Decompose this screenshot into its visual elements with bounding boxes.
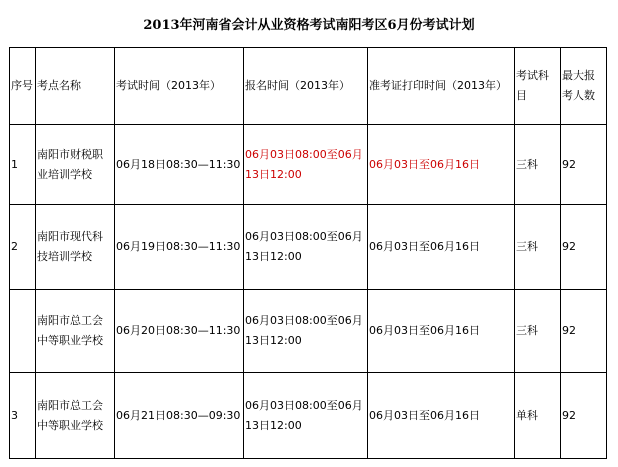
cell-ticket-print-time: 06月03日至06月16日 xyxy=(368,125,515,205)
cell-site: 南阳市总工会中等职业学校 xyxy=(36,290,115,373)
cell-seq: 2 xyxy=(10,205,36,290)
page-title: 2013年河南省会计从业资格考试南阳考区6月份考试计划 xyxy=(143,18,475,33)
cell-site: 南阳市现代科技培训学校 xyxy=(36,205,115,290)
cell-ticket-print-time: 06月03日至06月16日 xyxy=(368,373,515,459)
table-row xyxy=(10,373,607,459)
cell-registration-time: 06月03日08:00至06月13日12:00 xyxy=(244,373,368,459)
table-row xyxy=(10,290,607,373)
cell-subjects: 三科 xyxy=(515,205,561,290)
header-row xyxy=(10,48,607,125)
cell-registration-time: 06月03日08:00至06月13日12:00 xyxy=(244,205,368,290)
cell-registration-time: 06月03日08:00至06月13日12:00 xyxy=(244,290,368,373)
table-row xyxy=(10,205,607,290)
cell-exam-time: 06月21日08:30—09:30 xyxy=(115,373,244,459)
header-exam-time: 考试时间（2013年） xyxy=(115,48,244,125)
cell-site: 南阳市总工会中等职业学校 xyxy=(36,373,115,459)
header-max-examinees: 最大报考人数 xyxy=(561,48,607,125)
cell-max-examinees: 92 xyxy=(561,373,607,459)
cell-exam-time: 06月20日08:30—11:30 xyxy=(115,290,244,373)
header-subjects: 考试科目 xyxy=(515,48,561,125)
cell-subjects: 三科 xyxy=(515,290,561,373)
cell-exam-time: 06月18日08:30—11:30 xyxy=(115,125,244,205)
header-site: 考点名称 xyxy=(36,48,115,125)
header-seq: 序号 xyxy=(10,48,36,125)
cell-subjects: 三科 xyxy=(515,125,561,205)
cell-max-examinees: 92 xyxy=(561,205,607,290)
exam-plan-table xyxy=(9,47,607,459)
table-row xyxy=(10,125,607,205)
cell-site: 南阳市财税职业培训学校 xyxy=(36,125,115,205)
cell-seq xyxy=(10,290,36,373)
cell-max-examinees: 92 xyxy=(561,290,607,373)
cell-seq: 1 xyxy=(10,125,36,205)
cell-ticket-print-time: 06月03日至06月16日 xyxy=(368,290,515,373)
cell-exam-time: 06月19日08:30—11:30 xyxy=(115,205,244,290)
cell-ticket-print-time: 06月03日至06月16日 xyxy=(368,205,515,290)
header-registration-time: 报名时间（2013年） xyxy=(244,48,368,125)
cell-subjects: 单科 xyxy=(515,373,561,459)
cell-max-examinees: 92 xyxy=(561,125,607,205)
cell-registration-time: 06月03日08:00至06月13日12:00 xyxy=(244,125,368,205)
header-ticket-print-time: 准考证打印时间（2013年） xyxy=(368,48,515,125)
cell-seq: 3 xyxy=(10,373,36,459)
